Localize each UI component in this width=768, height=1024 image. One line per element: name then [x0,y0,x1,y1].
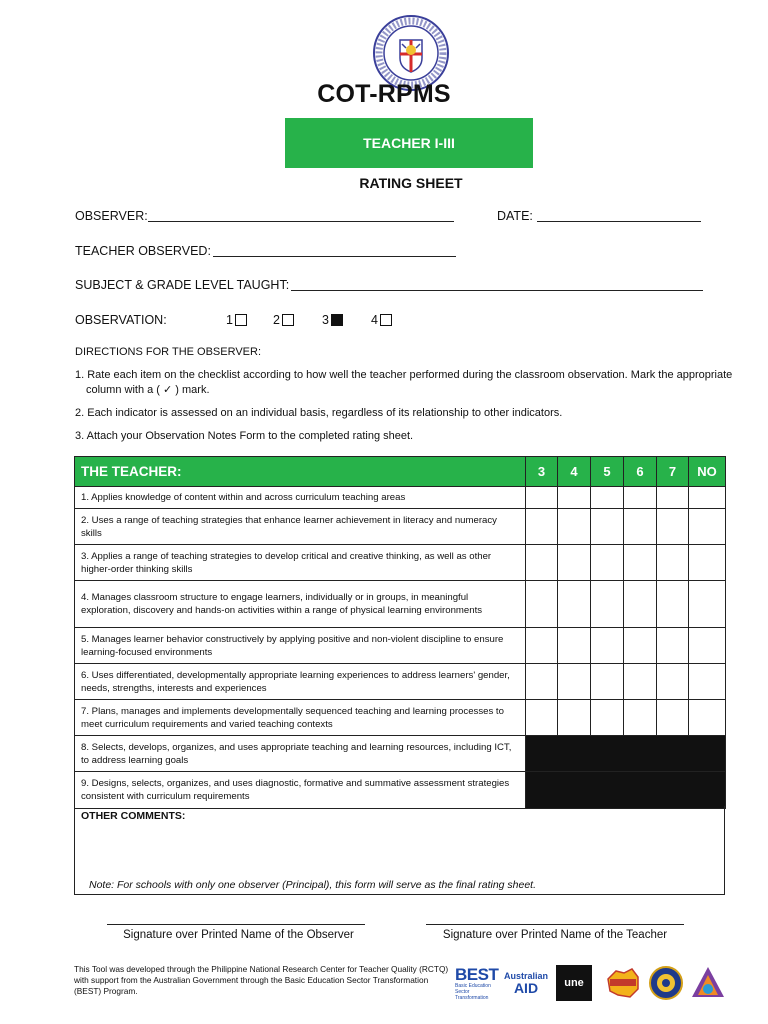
observation-option-number: 3 [322,313,329,327]
date-field[interactable] [537,221,701,222]
other-comments-box[interactable] [74,806,725,895]
observation-option-number: 2 [273,313,280,327]
rating-cell[interactable] [558,509,591,545]
table-row [75,736,726,772]
direction-item: 3. Attach your Observation Notes Form to the completed rating sheet. [75,430,414,442]
rating-cell[interactable] [526,628,558,664]
checkbox-icon[interactable] [282,314,294,326]
rating-cell[interactable] [526,664,558,700]
direction-item: 1. Rate each item on the checklist according to how well the teacher performed during the classroom observation. Mark the appropriate column with a ( ✓ ) mark. [75,369,733,396]
checkbox-icon[interactable] [380,314,392,326]
rating-cell[interactable] [624,487,657,509]
indicator-text: 8. Selects, develops, organizes, and uses appropriate teaching and learning resources, including ICT, to address learning goals [75,736,526,772]
rating-cell[interactable] [657,628,689,664]
rating-cell[interactable] [591,509,624,545]
blacked-out-cells [526,736,726,772]
table-row [75,772,726,809]
indicator-text: 6. Uses differentiated, developmentally appropriate learning experiences to address learners' gender, needs, strengths, interests and experiences [75,664,526,700]
rating-cell[interactable] [558,487,591,509]
rating-cell[interactable] [624,628,657,664]
rating-cell[interactable] [689,509,726,545]
directions-section [75,345,735,452]
rating-cell[interactable] [526,700,558,736]
subject-grade-field[interactable] [291,290,703,291]
rating-sheet-subtitle: RATING SHEET [359,175,463,191]
subject-grade-label: SUBJECT & GRADE LEVEL TAUGHT: [75,278,290,292]
rating-cell[interactable] [558,581,591,628]
date-label: DATE: [497,209,533,223]
rating-cell[interactable] [591,700,624,736]
blacked-out-cells [526,772,726,809]
column-header-7: 7 [657,457,689,487]
rating-cell[interactable] [526,581,558,628]
rating-cell[interactable] [558,664,591,700]
observation-option-2[interactable] [273,313,294,327]
rating-cell[interactable] [624,700,657,736]
teacher-observed-field[interactable] [213,256,456,257]
document-title: COT-RPMS [317,80,451,108]
column-header-6: 6 [624,457,657,487]
rating-cell[interactable] [526,487,558,509]
rating-cell[interactable] [689,700,726,736]
australian-aid-logo [503,965,549,1001]
observer-field[interactable] [148,221,454,222]
rating-cell[interactable] [689,487,726,509]
rating-cell[interactable] [657,664,689,700]
column-header-no: NO [689,457,726,487]
rating-cell[interactable] [657,509,689,545]
indicator-text: 9. Designs, selects, organizes, and uses diagnostic, formative and summative assessment strategies consistent with curriculum requirements [75,772,526,809]
rctq-seal-icon [649,965,683,1001]
ci-triangle-logo-icon [690,965,726,1001]
table-header-row [75,457,726,487]
rating-cell[interactable] [657,581,689,628]
observation-label: OBSERVATION: [75,313,167,327]
observation-option-number: 1 [226,313,233,327]
column-header-5: 5 [591,457,624,487]
teacher-observed-label: TEACHER OBSERVED: [75,244,211,258]
best-logo-text: BEST [455,964,499,984]
rating-cell[interactable] [526,509,558,545]
rating-cell[interactable] [591,581,624,628]
rating-cell[interactable] [689,581,726,628]
rating-cell[interactable] [591,545,624,581]
indicator-text: 2. Uses a range of teaching strategies that enhance learner achievement in literacy and numeracy skills [75,509,526,545]
rating-cell[interactable] [657,545,689,581]
table-row [75,487,726,509]
indicator-text: 5. Manages learner behavior constructively by applying positive and non-violent discipline to ensure learning-focused environments [75,628,526,664]
observer-signature-label: Signature over Printed Name of the Observer [123,929,354,941]
rating-cell[interactable] [591,628,624,664]
checkbox-checked-icon[interactable] [331,314,343,326]
column-header-teacher: THE TEACHER: [75,457,526,487]
position-banner: TEACHER I-III [285,118,533,168]
rating-cell[interactable] [558,628,591,664]
table-row [75,509,726,545]
une-logo: une [556,965,592,1001]
table-row [75,628,726,664]
observation-option-3[interactable] [322,313,343,327]
rating-cell[interactable] [624,664,657,700]
observer-signature-line[interactable] [107,924,365,925]
footer-credit-text: This Tool was developed through the Philippine National Research Center for Teacher Quality (RCTQ) with support from the Australian Government through the Basic Education Sector Transformation (BEST) Program. [74,964,449,996]
rating-cell[interactable] [657,700,689,736]
table-row [75,700,726,736]
observation-option-4[interactable] [371,313,392,327]
directions-heading: DIRECTIONS FOR THE OBSERVER: [75,346,262,358]
rating-cell[interactable] [591,664,624,700]
other-comments-label: OTHER COMMENTS: [81,810,186,822]
indicator-text: 7. Plans, manages and implements developmentally sequenced teaching and learning processes to meet curriculum requirements and varied teaching contexts [75,700,526,736]
rating-cell[interactable] [689,545,726,581]
checkbox-icon[interactable] [235,314,247,326]
rating-cell[interactable] [624,581,657,628]
column-header-4: 4 [558,457,591,487]
rating-cell[interactable] [657,487,689,509]
smerc-map-logo-icon [604,965,642,1001]
teacher-signature-label: Signature over Printed Name of the Teacher [442,929,668,941]
direction-item: 2. Each indicator is assessed on an individual basis, regardless of its relationship to other indicators. [75,407,563,419]
aid-logo-top: Australian [503,971,548,981]
rating-cell[interactable] [558,545,591,581]
rating-cell[interactable] [591,487,624,509]
rating-cell[interactable] [624,509,657,545]
indicator-text: 4. Manages classroom structure to engage learners, individually or in groups, in meaningful exploration, discovery and hands-on activities within a range of physical learning environments [75,581,526,628]
rating-cell[interactable] [526,545,558,581]
best-program-logo [455,965,497,1001]
aid-logo-bottom: AID [513,980,539,996]
observer-label: OBSERVER: [75,209,148,223]
rating-table [74,456,726,809]
column-header-3: 3 [526,457,558,487]
indicator-text: 1. Applies knowledge of content within and across curriculum teaching areas [75,487,526,509]
observation-option-1[interactable] [226,313,247,327]
rating-cell[interactable] [689,664,726,700]
indicator-text: 3. Applies a range of teaching strategies to develop critical and creative thinking, as well as other higher-order thinking skills [75,545,526,581]
observation-option-number: 4 [371,313,378,327]
best-logo-subtext: Basic Education Sector Transformation [455,982,491,1001]
table-row [75,545,726,581]
final-rating-note: Note: For schools with only one observer (Principal), this form will serve as the final rating sheet. [89,879,537,891]
rating-cell[interactable] [624,545,657,581]
rating-cell[interactable] [558,700,591,736]
teacher-signature-line[interactable] [426,924,684,925]
rating-cell[interactable] [689,628,726,664]
table-row [75,581,726,628]
table-row [75,664,726,700]
